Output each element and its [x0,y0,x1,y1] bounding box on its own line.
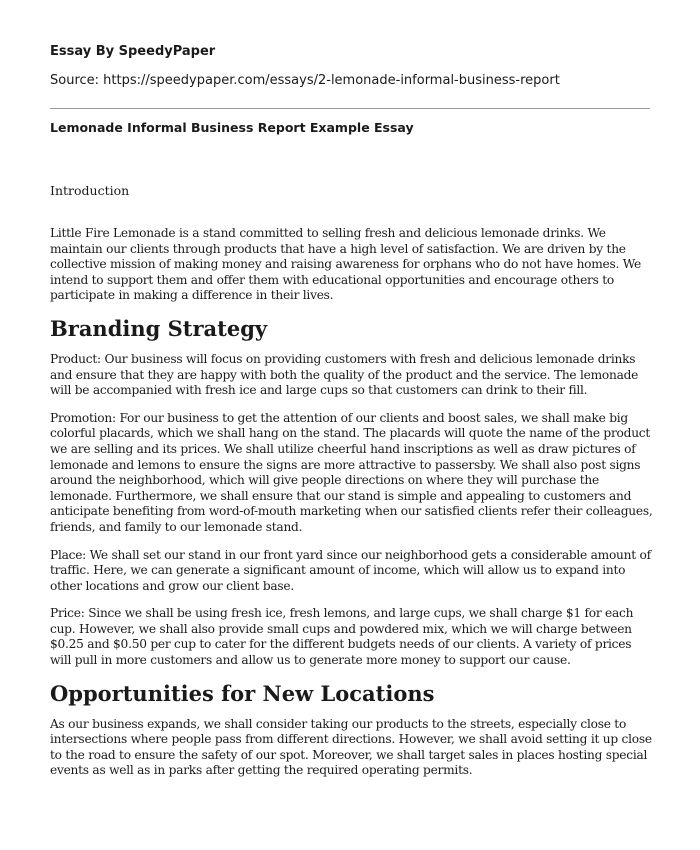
document-body [50,183,654,791]
place-paragraph: Place: We shall set our stand in our front yard since our neighborhood gets a considerable amount of traffic. Here, we can generate a significant amount of income, which will allow us to expand into other locations and grow our client base. [50,547,651,593]
introduction-heading: Introduction [50,183,130,198]
price-paragraph: Price: Since we shall be using fresh ice, fresh lemons, and large cups, we shall charge $1 for each cup. However, we shall also provide small cups and powdered mix, which we will charge between $0.25 and $0.50 per cup to cater for the different budgets needs of our clients. A variety of prices will pull in more customers and allow us to generate more money to support our cause. [50,606,634,668]
introduction-paragraph: Little Fire Lemonade is a stand committed to selling fresh and delicious lemonade drinks. We maintain our clients through products that have a high level of satisfaction. We are driven by the collective mission of making money and raising awareness for orphans who do not have homes. We intend to support them and offer them with educational opportunities and encourage others to participate in making a difference in their lives. [50,226,642,303]
document-title: Lemonade Informal Business Report Example Essay [50,120,414,135]
new-locations-paragraph: As our business expands, we shall consider taking our products to the streets, especially close to intersections where people pass from different directions. However, we shall avoid setting it up close to the road to ensure the safety of our spot. Moreover, we shall target sales in places hosting special events as well as in parks after getting the required operating permits. [50,716,652,778]
promotion-paragraph: Promotion: For our business to get the attention of our clients and boost sales, we shall make big colorful placards, which we shall hang on the stand. The placards will quote the name of the product we are selling and its prices. We shall utilize cheerful hand inscriptions as well as draw pictures of lemonade and lemons to ensure the signs are more attractive to passersby. We shall also post signs around the neighborhood, which will give people directions on where they will purchase the lemonade. Furthermore, we shall ensure that our stand is simple and appealing to customers and anticipate benefiting from word-of-mouth marketing when our satisfied clients refer their colleagues, friends, and family to our lemonade stand. [50,410,653,534]
branding-strategy-heading: Branding Strategy [50,315,268,341]
essay-author-line: Essay By SpeedyPaper [50,44,216,59]
source-line: Source: https://speedypaper.com/essays/2-lemonade-informal-business-report [50,73,560,88]
header-divider [50,108,650,109]
product-paragraph: Product: Our business will focus on providing customers with fresh and delicious lemonade drinks and ensure that they are happy with both the quality of the product and the service. The lemonade will be accompanied with fresh ice and large cups so that customers can drink to their fill. [50,351,639,398]
new-locations-heading: Opportunities for New Locations [50,680,435,706]
